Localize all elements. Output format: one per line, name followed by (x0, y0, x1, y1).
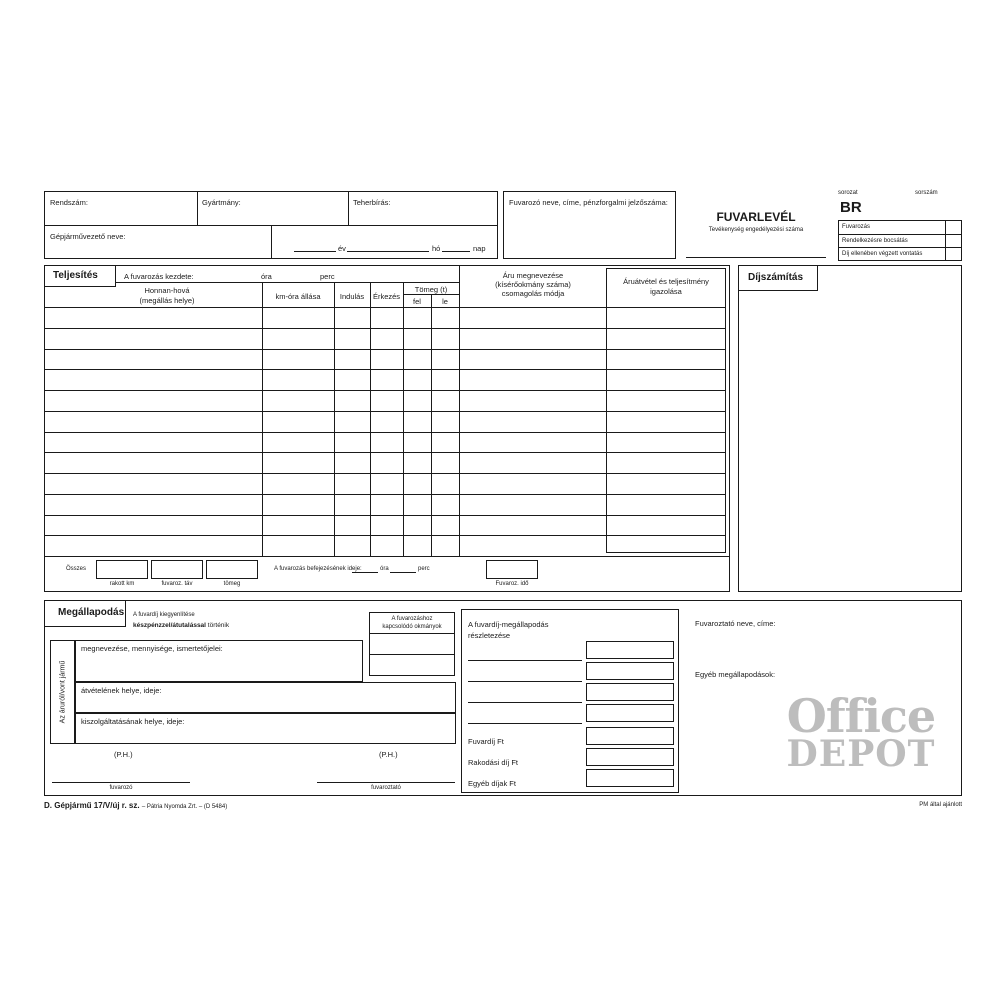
fuvaroz-ido-label: Fuvaroz. idő (495, 581, 529, 587)
col-aru-sub2: csomagolás módja (501, 289, 565, 298)
befejezes-ora: óra (380, 566, 389, 572)
kiegyenlites-mod (133, 621, 229, 630)
divider (369, 654, 455, 655)
form-code (44, 801, 227, 811)
series-code: BR (840, 199, 862, 216)
checkbox-label-fuvarozas: Fuvarozás (842, 224, 871, 230)
kezdete-label: A fuvarozás kezdete: (124, 272, 194, 281)
reszletezes-label: A fuvardíj-megállapodás (468, 620, 549, 629)
logo-line-2: DEPOT (786, 733, 936, 775)
col-fel: fel (413, 297, 421, 306)
table-row[interactable] (45, 350, 605, 369)
col-honnan-sub: (megállás helye) (139, 296, 195, 305)
kezdete-ora-label: óra (261, 272, 272, 281)
teljesites-title: Teljesítés (53, 270, 98, 281)
fuvaroztato-signature-line[interactable] (317, 782, 455, 783)
reszletezes-label-sub: részletezése (468, 631, 511, 640)
fuvaroz-tav-field[interactable] (151, 560, 203, 579)
form-code-bold: D. Gépjármű 17/V/új r. sz. (44, 801, 140, 810)
table-row[interactable] (45, 453, 605, 472)
fuvarozo-label: fuvarozó (109, 785, 133, 791)
divider (116, 282, 459, 283)
kezdete-perc-label: perc (320, 272, 335, 281)
table-row[interactable] (45, 536, 605, 555)
fuvaroz-tav-label: fuvaroz. táv (161, 581, 193, 587)
dijszamitas-title: Díjszámítás (748, 272, 804, 283)
dijszamitas-section (738, 265, 962, 592)
befejezes-label: A fuvarozás befejezésének ideje: (274, 566, 362, 572)
logo-line-1: Office (786, 689, 936, 743)
fee-amount-field[interactable] (586, 704, 674, 722)
osszes-label: Összes (66, 566, 87, 572)
divider (838, 247, 962, 248)
fee-amount-field[interactable] (586, 727, 674, 745)
col-aru: Áru megnevezése (502, 271, 564, 280)
okmanyok-label: A fuvarozáshoz (391, 616, 433, 622)
kiegyenlites-mod-bold: készpénzzel/átutalással (133, 622, 206, 629)
tomeg-label: tömeg (223, 581, 241, 587)
col-erkezes: Érkezés (372, 292, 401, 301)
fuvardij-label: Fuvardíj Ft (468, 737, 504, 746)
ph-fuvaroztato: (P.H.) (379, 750, 398, 759)
rakott-km-label: rakott km (109, 581, 135, 587)
fee-amount-field[interactable] (586, 769, 674, 787)
aru-vertical-label: Az áruról/vont jármű (59, 660, 67, 724)
befejezes-perc-line (390, 572, 416, 573)
col-kmora: km-óra állása (275, 292, 321, 301)
table-row[interactable] (45, 391, 605, 410)
printer-label: – Pátria Nyomda Zrt. – (D 5484) (141, 804, 228, 810)
befejezes-ora-line (352, 572, 378, 573)
divider (369, 633, 455, 634)
fuvaroz-ido-field[interactable] (486, 560, 538, 579)
form-subtitle: Tevékenység engedélyezési száma (708, 227, 804, 233)
fuvarozo-neve-label: Fuvarozó neve, címe, pénzforgalmi jelzőszáma: (509, 198, 668, 207)
rakodasi-label: Rakodási díj Ft (468, 758, 519, 767)
table-row[interactable] (45, 495, 605, 514)
table-row[interactable] (45, 433, 605, 452)
fee-amount-field[interactable] (586, 662, 674, 680)
divider (44, 556, 730, 557)
fuvarozo-signature-line[interactable] (52, 782, 190, 783)
divider (197, 191, 198, 225)
befejezes-perc: perc (418, 566, 430, 572)
pm-label: PM által ajánlott (919, 802, 962, 808)
rendszam-label: Rendszám: (50, 198, 88, 207)
day-line (442, 251, 470, 252)
kiegyenlites-label: A fuvardíj kiegyenlítése (133, 612, 195, 618)
fuvaroztato-neve-label: Fuvaroztató neve, címe: (695, 619, 776, 628)
fuvaroztato-label: fuvaroztató (371, 785, 401, 791)
col-atvetel-sub: igazolása (650, 287, 682, 296)
checkbox-vontatas[interactable] (946, 248, 961, 260)
sorszam-label: sorszám (915, 190, 938, 196)
okmany-field-2[interactable] (370, 656, 454, 675)
fee-amount-field[interactable] (586, 748, 674, 766)
fee-description-line[interactable] (468, 660, 582, 661)
kiegyenlites-mod-rest: történik (207, 622, 230, 629)
gepjarmuvezeto-label: Gépjárművezető neve: (50, 232, 126, 241)
megallapodas-title: Megállapodás (58, 607, 125, 618)
col-atvetel: Áruátvétel és teljesítmény (623, 277, 709, 286)
fee-description-line[interactable] (468, 681, 582, 682)
checkbox-fuvarozas[interactable] (946, 221, 961, 233)
nap-label: nap (473, 244, 486, 253)
form-title: FUVARLEVÉL (716, 210, 796, 224)
col-le: le (442, 297, 448, 306)
month-line (347, 251, 429, 252)
col-tomeg: Tömeg (t) (414, 285, 448, 294)
divider (271, 225, 272, 259)
year-line (294, 251, 336, 252)
fee-amount-field[interactable] (586, 641, 674, 659)
rakott-km-field[interactable] (96, 560, 148, 579)
egyeb-megall-label: Egyéb megállapodások: (695, 670, 776, 679)
fee-description-line[interactable] (468, 723, 582, 724)
atvetel-label: átvételének helye, ideje: (81, 686, 162, 695)
divider (348, 191, 349, 225)
teherbiras-label: Teherbírás: (353, 198, 391, 207)
table-row[interactable] (45, 412, 605, 431)
gyartmany-label: Gyártmány: (202, 198, 241, 207)
fee-description-line[interactable] (468, 702, 582, 703)
ev-label: év (338, 244, 346, 253)
checkbox-label-vontatas: Díj ellenében végzett vontatás (842, 251, 923, 257)
checkbox-label-rendelkezes: Rendelkezésre bocsátás (842, 238, 908, 244)
table-row[interactable] (45, 308, 605, 327)
tomeg-field[interactable] (206, 560, 258, 579)
okmany-field-1[interactable] (370, 635, 454, 653)
col-indulas: Indulás (339, 292, 365, 301)
col-aru-sub: (kísérőokmány száma) (495, 280, 571, 289)
divider (838, 234, 962, 235)
divider (403, 294, 459, 295)
ho-label: hó (432, 244, 441, 253)
egyeb-dijak-label: Egyéb díjak Ft (468, 779, 516, 788)
megnevezese-label: megnevezése, mennyisége, ismertetőjelei: (81, 644, 223, 653)
table-row[interactable] (45, 474, 605, 493)
permit-line (686, 257, 826, 258)
checkbox-rendelkezes[interactable] (946, 235, 961, 246)
fee-amount-field[interactable] (586, 683, 674, 701)
table-row[interactable] (45, 370, 605, 389)
table-row[interactable] (45, 329, 605, 348)
ph-fuvarozo: (P.H.) (114, 750, 133, 759)
col-honnan: Honnan-hová (144, 286, 190, 295)
office-depot-logo (776, 689, 946, 775)
sorozat-label: sorozat (838, 190, 858, 196)
table-row[interactable] (45, 516, 605, 535)
okmanyok-label-sub: kapcsolódó okmányok (382, 624, 442, 630)
kiszolgaltatas-label: kiszolgáltatásának helye, ideje: (81, 717, 185, 726)
